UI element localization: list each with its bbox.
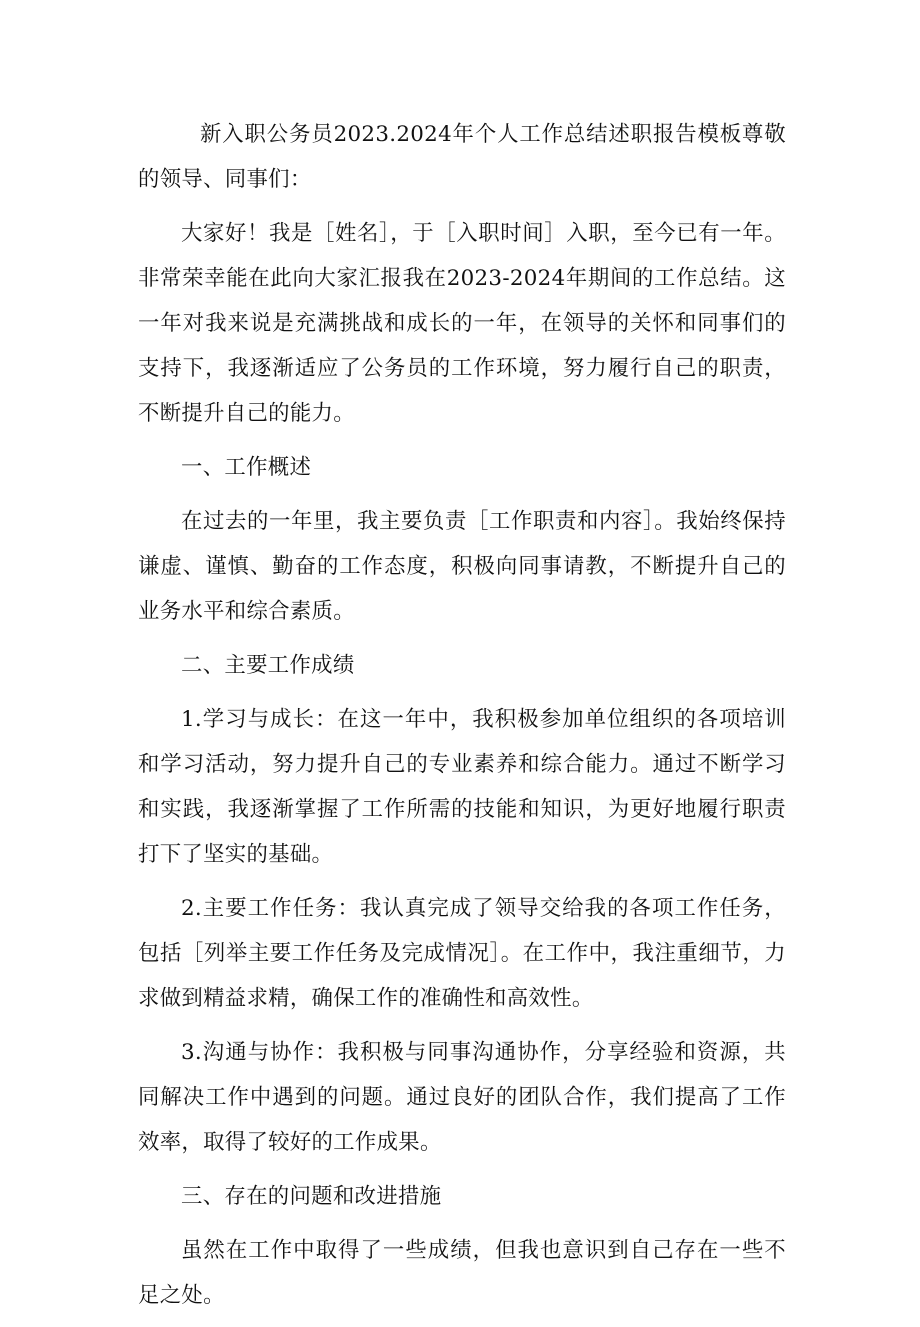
section-heading-achievements: 二、主要工作成绩 (181, 653, 355, 678)
overview-paragraph: 在过去的一年里，我主要负责［工作职责和内容］。我始终保持谦虚、谨慎、勤奋的工作态度，积极向同事请教，不断提升自己的业务水平和综合素质。 (138, 509, 786, 624)
achievement-item-collaboration: 3.沟通与协作：我积极与同事沟通协作，分享经验和资源，共同解决工作中遇到的问题。通过良好的团队合作，我们提高了工作效率，取得了较好的工作成果。 (138, 1040, 786, 1155)
document-body (138, 112, 786, 1327)
problems-paragraph: 虽然在工作中取得了一些成绩，但我也意识到自己存在一些不足之处。 (138, 1238, 786, 1308)
section-heading-problems: 三、存在的问题和改进措施 (181, 1184, 442, 1209)
section-heading-overview: 一、工作概述 (181, 455, 312, 480)
document-title-line: 新入职公务员2023.2024年个人工作总结述职报告模板尊敬的领导、同事们： (138, 122, 786, 192)
achievement-item-learning: 1.学习与成长：在这一年中，我积极参加单位组织的各项培训和学习活动，努力提升自己的专业素养和综合能力。通过不断学习和实践，我逐渐掌握了工作所需的技能和知识，为更好地履行职责打下了坚实的基础。 (138, 707, 786, 867)
greeting-paragraph: 大家好！我是［姓名］，于［入职时间］入职，至今已有一年。非常荣幸能在此向大家汇报我在2023-2024年期间的工作总结。这一年对我来说是充满挑战和成长的一年，在领导的关怀和同事们的支持下，我逐渐适应了公务员的工作环境，努力履行自己的职责，不断提升自己的能力。 (138, 221, 786, 426)
achievement-item-tasks: 2.主要工作任务：我认真完成了领导交给我的各项工作任务，包括［列举主要工作任务及完成情况］。在工作中，我注重细节，力求做到精益求精，确保工作的准确性和高效性。 (138, 896, 786, 1011)
